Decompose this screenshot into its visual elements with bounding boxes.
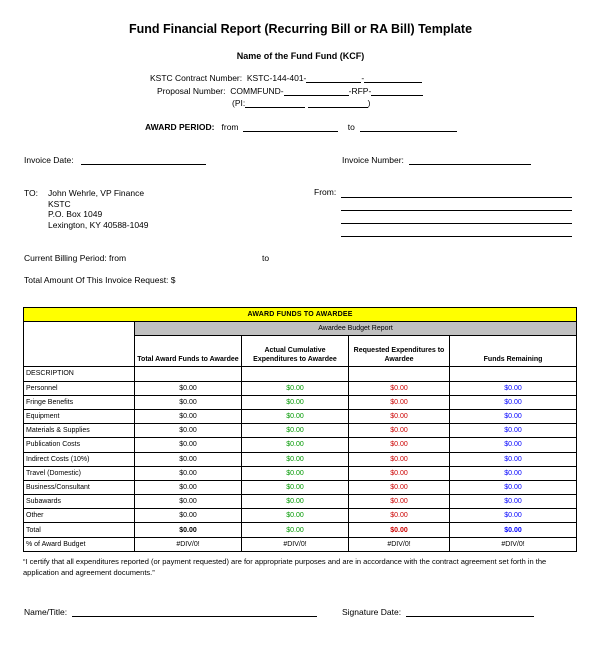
award-cell[interactable]: $0.00 bbox=[135, 480, 242, 494]
from-field-1[interactable] bbox=[341, 197, 572, 198]
remaining-cell[interactable]: $0.00 bbox=[450, 495, 577, 509]
row-label: Equipment bbox=[24, 409, 135, 423]
proposal-rfp: -RFP- bbox=[348, 86, 372, 96]
invoice-number-label: Invoice Number: bbox=[342, 155, 404, 165]
kstc-label: KSTC Contract Number: bbox=[150, 73, 243, 83]
table-cell bbox=[135, 367, 242, 381]
percent-actual-cell[interactable]: #DIV/0! bbox=[242, 537, 349, 551]
to-line: John Wehrle, VP Finance bbox=[48, 188, 145, 198]
actual-cell[interactable]: $0.00 bbox=[242, 452, 349, 466]
award-period-from: from bbox=[221, 122, 239, 132]
requested-cell[interactable]: $0.00 bbox=[349, 424, 450, 438]
row-label: Subawards bbox=[24, 495, 135, 509]
requested-cell[interactable]: $0.00 bbox=[349, 466, 450, 480]
row-label: Other bbox=[24, 509, 135, 523]
table-row bbox=[24, 466, 577, 480]
remaining-cell[interactable]: $0.00 bbox=[450, 452, 577, 466]
name-title-row bbox=[24, 607, 317, 617]
remaining-cell[interactable]: $0.00 bbox=[450, 424, 577, 438]
column-header-funds-remaining: Funds Remaining bbox=[450, 336, 577, 367]
actual-cell[interactable]: $0.00 bbox=[242, 466, 349, 480]
requested-cell[interactable]: $0.00 bbox=[349, 409, 450, 423]
invoice-date-label: Invoice Date: bbox=[24, 155, 74, 165]
total-invoice-label: Total Amount Of This Invoice Request: $ bbox=[24, 275, 176, 285]
actual-cell[interactable]: $0.00 bbox=[242, 381, 349, 395]
award-cell[interactable]: $0.00 bbox=[135, 438, 242, 452]
remaining-cell[interactable]: $0.00 bbox=[450, 395, 577, 409]
kstc-contract-line bbox=[150, 73, 422, 83]
to-line: KSTC bbox=[48, 198, 71, 209]
requested-cell[interactable]: $0.00 bbox=[349, 395, 450, 409]
actual-cell[interactable]: $0.00 bbox=[242, 438, 349, 452]
pi-open: (PI: bbox=[232, 98, 246, 108]
kstc-sep: - bbox=[361, 73, 365, 83]
kstc-field-1[interactable] bbox=[306, 73, 361, 83]
total-remaining-cell[interactable]: $0.00 bbox=[450, 523, 577, 537]
percent-award-cell[interactable]: #DIV/0! bbox=[135, 537, 242, 551]
billing-period-to: to bbox=[262, 253, 270, 263]
name-title-label: Name/Title: bbox=[24, 607, 68, 617]
row-label: Publication Costs bbox=[24, 438, 135, 452]
report-title: Fund Financial Report (Recurring Bill or RA Bill) Template bbox=[128, 22, 473, 36]
column-header-actual-cumulative: Actual Cumulative Expenditures to Awardee bbox=[242, 336, 349, 367]
actual-cell[interactable]: $0.00 bbox=[242, 395, 349, 409]
row-label: Business/Consultant bbox=[24, 480, 135, 494]
table-row bbox=[24, 381, 577, 395]
signature-date-field[interactable] bbox=[406, 607, 534, 617]
pi-field-2[interactable] bbox=[308, 98, 368, 108]
column-header-total-award: Total Award Funds to Awardee bbox=[135, 336, 242, 367]
proposal-value: COMMFUND- bbox=[230, 86, 284, 96]
award-cell[interactable]: $0.00 bbox=[135, 495, 242, 509]
requested-cell[interactable]: $0.00 bbox=[349, 452, 450, 466]
from-label: From: bbox=[314, 187, 337, 197]
award-cell[interactable]: $0.00 bbox=[135, 452, 242, 466]
remaining-cell[interactable]: $0.00 bbox=[450, 480, 577, 494]
row-label: Fringe Benefits bbox=[24, 395, 135, 409]
row-label: Personnel bbox=[24, 381, 135, 395]
table-cell bbox=[242, 367, 349, 381]
total-requested-cell[interactable]: $0.00 bbox=[349, 523, 450, 537]
award-from-field[interactable] bbox=[243, 122, 338, 132]
row-label: % of Award Budget bbox=[24, 537, 135, 551]
table-row bbox=[24, 509, 577, 523]
table-row bbox=[24, 438, 577, 452]
pi-line bbox=[232, 98, 370, 108]
total-award-cell[interactable]: $0.00 bbox=[135, 523, 242, 537]
row-label: Travel (Domestic) bbox=[24, 466, 135, 480]
remaining-cell[interactable]: $0.00 bbox=[450, 381, 577, 395]
remaining-cell[interactable]: $0.00 bbox=[450, 438, 577, 452]
invoice-date-field[interactable] bbox=[81, 155, 206, 165]
percent-remaining-cell[interactable]: #DIV/0! bbox=[450, 537, 577, 551]
award-period-label: AWARD PERIOD: bbox=[145, 122, 215, 132]
table-row bbox=[24, 480, 577, 494]
invoice-number-field[interactable] bbox=[409, 155, 531, 165]
description-header: DESCRIPTION bbox=[24, 367, 135, 381]
fund-name-subtitle: Name of the Fund Fund (KCF) bbox=[236, 51, 365, 61]
requested-cell[interactable]: $0.00 bbox=[349, 480, 450, 494]
budget-table bbox=[23, 307, 577, 552]
pi-field-1[interactable] bbox=[245, 98, 305, 108]
actual-cell[interactable]: $0.00 bbox=[242, 495, 349, 509]
table-blank-cell bbox=[24, 322, 135, 367]
to-line: Lexington, KY 40588-1049 bbox=[48, 219, 149, 230]
actual-cell[interactable]: $0.00 bbox=[242, 409, 349, 423]
table-cell bbox=[450, 367, 577, 381]
award-cell[interactable]: $0.00 bbox=[135, 424, 242, 438]
to-address bbox=[48, 188, 149, 230]
signature-date-label: Signature Date: bbox=[342, 607, 402, 617]
proposal-field-1[interactable] bbox=[284, 86, 349, 96]
awardee-budget-banner: Awardee Budget Report bbox=[135, 322, 577, 336]
signature-date-row bbox=[342, 607, 534, 617]
total-actual-cell[interactable]: $0.00 bbox=[242, 523, 349, 537]
kstc-value: KSTC-144-401- bbox=[246, 73, 307, 83]
from-field-3[interactable] bbox=[341, 223, 572, 224]
requested-cell[interactable]: $0.00 bbox=[349, 495, 450, 509]
proposal-field-2[interactable] bbox=[371, 86, 423, 96]
percent-row bbox=[24, 537, 577, 551]
row-label: Total bbox=[24, 523, 135, 537]
remaining-cell[interactable]: $0.00 bbox=[450, 466, 577, 480]
remaining-cell[interactable]: $0.00 bbox=[450, 409, 577, 423]
table-row bbox=[24, 395, 577, 409]
from-field-4[interactable] bbox=[341, 236, 572, 237]
requested-cell[interactable]: $0.00 bbox=[349, 438, 450, 452]
award-period-row bbox=[145, 122, 457, 132]
table-row bbox=[24, 424, 577, 438]
proposal-label: Proposal Number: bbox=[157, 86, 226, 96]
remaining-cell[interactable]: $0.00 bbox=[450, 509, 577, 523]
actual-cell[interactable]: $0.00 bbox=[242, 480, 349, 494]
row-label: Materials & Supplies bbox=[24, 424, 135, 438]
pi-close: ) bbox=[367, 98, 371, 108]
actual-cell[interactable]: $0.00 bbox=[242, 424, 349, 438]
name-title-field[interactable] bbox=[72, 607, 317, 617]
table-row bbox=[24, 409, 577, 423]
award-to-field[interactable] bbox=[360, 122, 457, 132]
to-line: P.O. Box 1049 bbox=[48, 209, 103, 219]
certification-statement: “I certify that all expenditures reported (or payment requested) are for appropriate purposes and are in accordance with the contract agreement set forth in the application and agreement documents.” bbox=[23, 557, 547, 577]
actual-cell[interactable]: $0.00 bbox=[242, 509, 349, 523]
billing-period-label: Current Billing Period: from bbox=[24, 253, 127, 263]
award-funds-banner: AWARD FUNDS TO AWARDEE bbox=[24, 308, 577, 322]
award-period-to: to bbox=[347, 122, 355, 132]
award-cell[interactable]: $0.00 bbox=[135, 395, 242, 409]
to-label: TO: bbox=[24, 188, 39, 198]
total-row bbox=[24, 523, 577, 537]
award-cell[interactable]: $0.00 bbox=[135, 381, 242, 395]
row-label: Indirect Costs (10%) bbox=[24, 452, 135, 466]
award-cell[interactable]: $0.00 bbox=[135, 409, 242, 423]
table-cell bbox=[349, 367, 450, 381]
award-cell[interactable]: $0.00 bbox=[135, 466, 242, 480]
percent-requested-cell[interactable]: #DIV/0! bbox=[349, 537, 450, 551]
table-row bbox=[24, 452, 577, 466]
requested-cell[interactable]: $0.00 bbox=[349, 509, 450, 523]
award-cell[interactable]: $0.00 bbox=[135, 509, 242, 523]
proposal-line bbox=[157, 86, 423, 96]
column-header-requested: Requested Expenditures to Awardee bbox=[349, 336, 450, 367]
kstc-field-2[interactable] bbox=[364, 73, 422, 83]
requested-cell[interactable]: $0.00 bbox=[349, 381, 450, 395]
invoice-number-row bbox=[342, 155, 531, 165]
table-row bbox=[24, 495, 577, 509]
from-field-2[interactable] bbox=[341, 210, 572, 211]
invoice-date-row bbox=[24, 155, 206, 165]
